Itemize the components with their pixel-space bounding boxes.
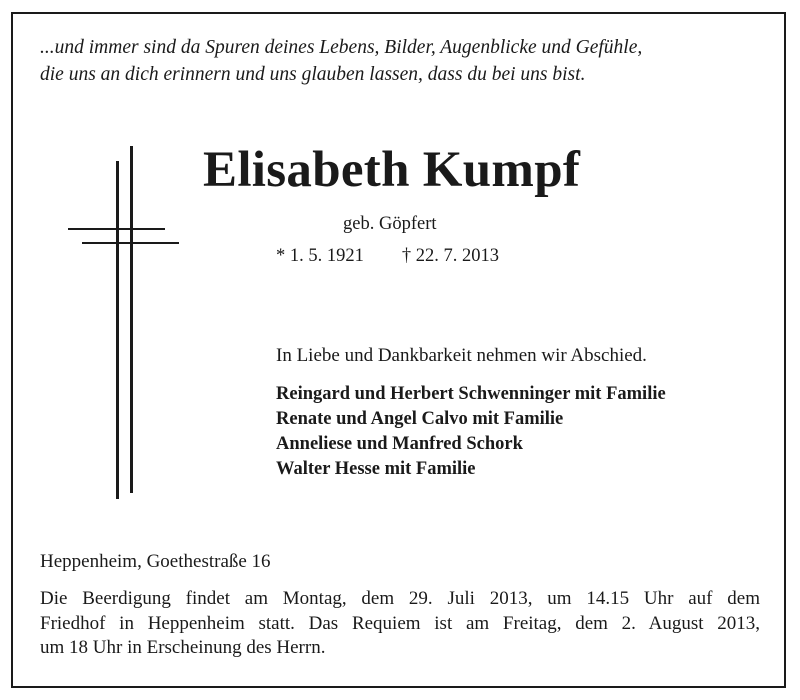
mourner-item: Walter Hesse mit Familie: [276, 459, 476, 479]
address: Heppenheim, Goethestraße 16: [40, 551, 271, 572]
mourner-item: Renate und Angel Calvo mit Familie: [276, 409, 564, 429]
farewell-text: In Liebe und Dankbarkeit nehmen wir Abschied.: [276, 345, 647, 366]
mourners-list: [276, 382, 666, 482]
funeral-line-3: um 18 Uhr in Erscheinung des Herrn.: [40, 637, 326, 658]
death-date: † 22. 7. 2013: [401, 246, 499, 266]
birth-date: * 1. 5. 1921: [276, 246, 364, 266]
maiden-name: geb. Göpfert: [343, 214, 437, 234]
mourner-item: Reingard und Herbert Schwenninger mit Familie: [276, 384, 666, 404]
motto-quote: [40, 34, 770, 88]
motto-line-2: die uns an dich erinnern und uns glauben lassen, dass du bei uns bist.: [40, 64, 586, 85]
funeral-line-1: Die Beerdigung findet am Montag, dem 29. Juli 2013, um 14.15 Uhr auf dem: [40, 588, 760, 609]
motto-line-1: ...und immer sind da Spuren deines Lebens, Bilder, Augenblicke und Gefühle,: [40, 37, 643, 58]
funeral-info: [40, 587, 760, 661]
deceased-name: Elisabeth Kumpf: [203, 142, 581, 198]
funeral-line-2: Friedhof in Heppenheim statt. Das Requiem ist am Freitag, dem 2. August 2013,: [40, 612, 760, 634]
life-dates: [276, 246, 499, 267]
mourner-item: Anneliese und Manfred Schork: [276, 434, 523, 454]
